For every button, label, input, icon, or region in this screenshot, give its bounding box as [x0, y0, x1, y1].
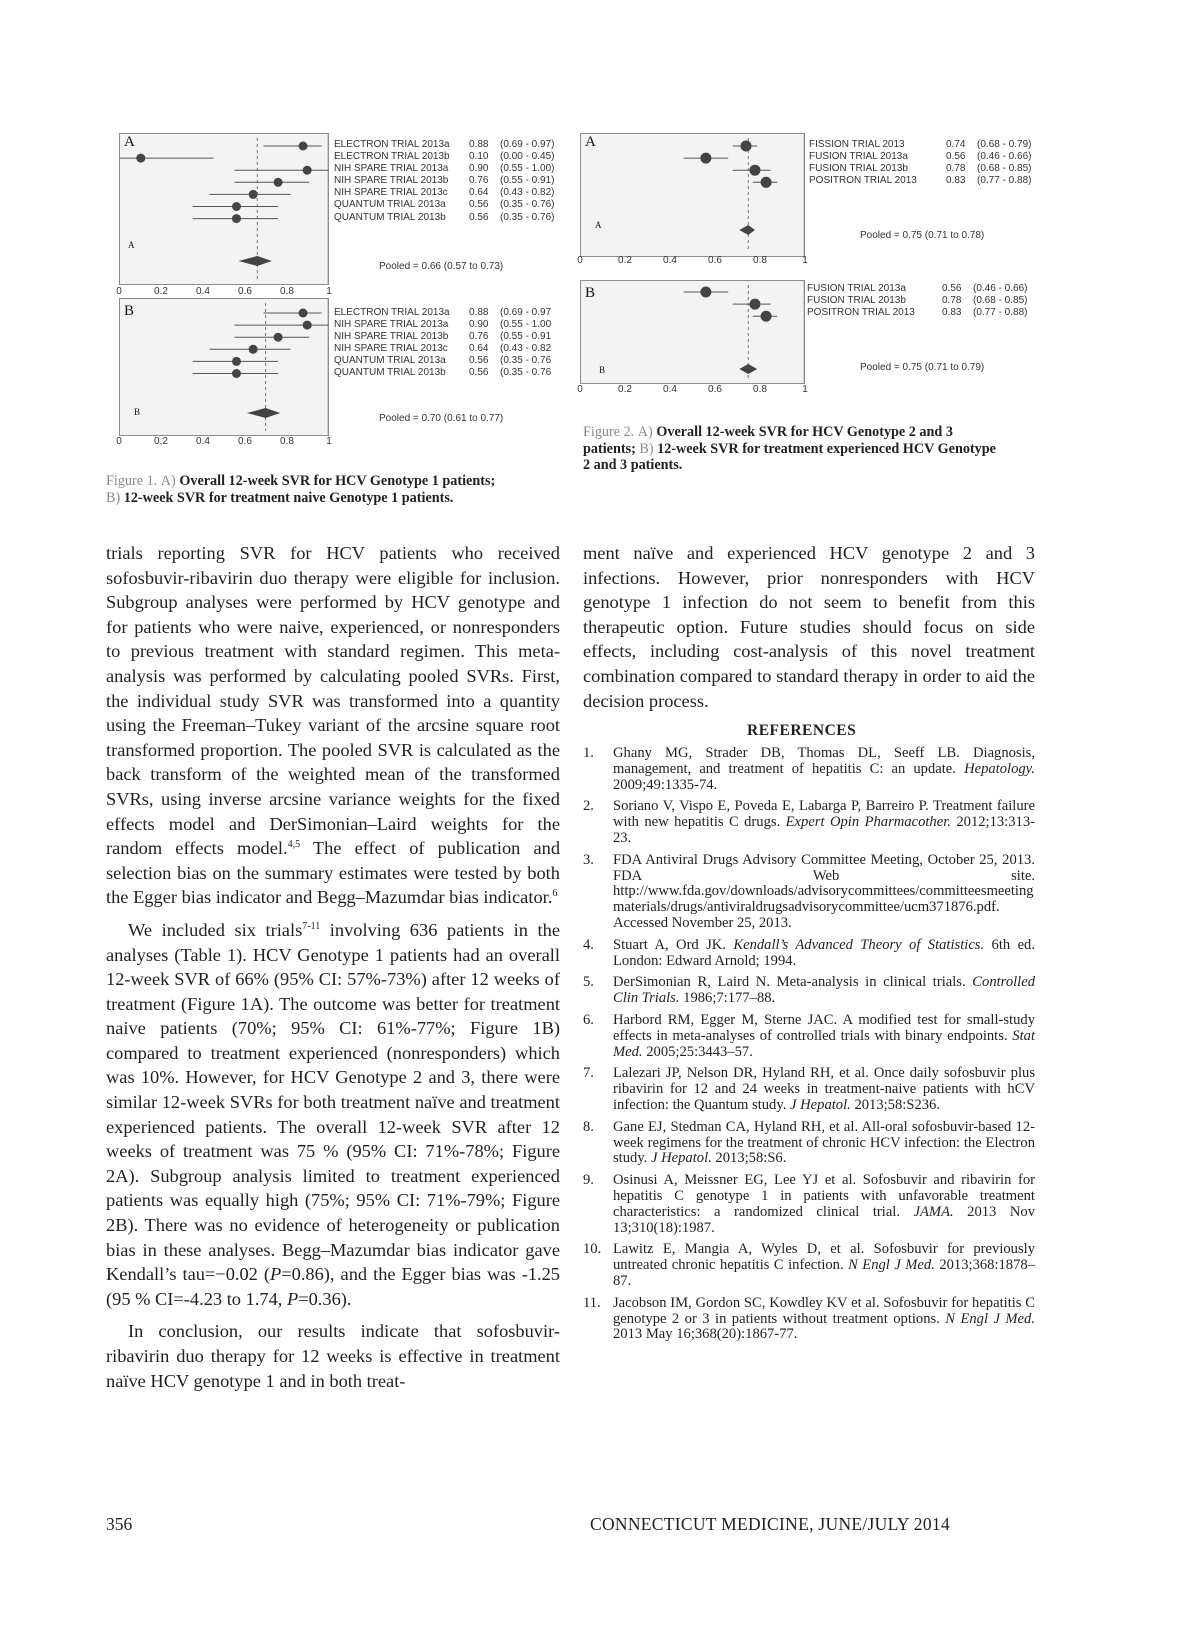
- study-ci: (0.55 - 0.91: [500, 331, 552, 343]
- study-estimate: 0.83: [942, 307, 962, 319]
- figure2a-plot: [581, 134, 804, 256]
- study-point: [761, 177, 772, 188]
- study-estimate: 0.56: [946, 151, 966, 163]
- citation: 7-11: [302, 920, 321, 932]
- axis-tick-label: 0.2: [154, 286, 168, 297]
- figure2-caption: [583, 424, 1003, 474]
- reference-text: [613, 1066, 1035, 1113]
- figure1a-plot: [120, 134, 328, 284]
- reference-text: [613, 799, 1035, 846]
- figure2-panel-a: [580, 133, 805, 257]
- axis-tick-label: 0.6: [708, 384, 722, 395]
- figure1b-study-list: [334, 307, 551, 380]
- study-estimate: 0.78: [946, 163, 966, 175]
- reference-citation: 1986;7:177–88.: [679, 990, 776, 1007]
- reference-body: FDA Antiviral Drugs Advisory Committee Meeting, October 25, 2013. FDA Web site. http://www.fda.gov/downloads/advisorycommittees/committeesmeetingmaterials/drugs/antiviraldrugsadvisorycommittee/ucm371876.pdf. Accessed November 25, 2013.: [613, 851, 1035, 931]
- reference-item: [583, 1173, 1035, 1236]
- study-ci: (0.43 - 0.82): [500, 187, 555, 199]
- reference-number: 8.: [583, 1118, 594, 1135]
- reference-body: Jacobson IM, Gordon SC, Kowdley KV et al. Sofosbuvir for hepatitis C genotype 2 or 3 in patients without treatment options.: [613, 1294, 1035, 1327]
- study-point: [232, 214, 241, 223]
- figure2b-study-list: [807, 283, 1027, 319]
- reference-text: [613, 1296, 1035, 1343]
- reference-citation: 2013 Nov 13;310(18):1987.: [613, 1203, 1035, 1236]
- caption-part-b-letter: B): [106, 489, 121, 506]
- axis-tick-label: 0.6: [708, 255, 722, 266]
- reference-body: Lalezari JP, Nelson DR, Hyland RH, et al. Once daily sofosbuvir plus ribavirin for 12 and 24 weeks in treatment-naive patients with hCV infection: the Quantum study.: [613, 1065, 1035, 1113]
- reference-item: [583, 1242, 1035, 1289]
- study-ci: (0.00 - 0.45): [500, 151, 555, 163]
- panel-label: B: [124, 303, 135, 319]
- study-row: [334, 212, 554, 224]
- reference-text: [613, 853, 1035, 932]
- study-row: [334, 139, 554, 151]
- reference-citation: 2009;49:1335-74.: [613, 776, 718, 793]
- axis-tick-label: 0: [116, 286, 122, 297]
- axis-tick-label: 0.4: [663, 384, 677, 395]
- paragraph-conclusion: In conclusion, our results indicate that sofosbuvir-ribavirin duo therapy for 12 weeks is effective in treatment naïve HCV genotype 1 and in both treat-: [106, 1321, 560, 1391]
- study-estimate: 0.90: [469, 163, 489, 175]
- axis-tick-label: 0.6: [238, 286, 252, 297]
- study-row: [807, 295, 1027, 307]
- reference-item: [583, 1120, 1035, 1167]
- pooled-diamond: [247, 408, 280, 418]
- study-estimate: 0.74: [946, 139, 966, 150]
- reference-number: 4.: [583, 936, 594, 953]
- figure1-panel-a: [119, 133, 329, 285]
- study-row: [334, 343, 551, 355]
- study-ci: (0.55 - 1.00): [500, 163, 555, 175]
- reference-citation: 2005;25:3443–57.: [642, 1043, 753, 1060]
- axis-tick-label: 0.8: [753, 255, 767, 266]
- study-name: ELECTRON TRIAL 2013a: [334, 307, 450, 318]
- study-point: [761, 311, 772, 322]
- reference-body: Lawitz E, Mangia A, Wyles D, et al. Sofosbuvir for previously untreated chronic hepatitis C infection.: [613, 1241, 1035, 1274]
- study-ci: (0.35 - 0.76: [500, 367, 552, 379]
- caption-part-a-letter: A): [160, 473, 176, 489]
- study-name: QUANTUM TRIAL 2013b: [334, 211, 446, 223]
- study-point: [303, 166, 312, 175]
- reference-journal: JAMA.: [913, 1203, 954, 1220]
- reference-citation: 2013;58:S236.: [850, 1096, 940, 1113]
- study-estimate: 0.56: [469, 367, 489, 379]
- study-point: [249, 345, 258, 354]
- italic-p: P: [270, 1264, 282, 1285]
- figure1b-pooled: Pooled = 0.70 (0.61 to 0.77): [379, 413, 504, 424]
- right-column-text: [583, 541, 1035, 721]
- axis-tick-label: 0.8: [280, 436, 294, 447]
- study-ci: (0.69 - 0.97: [500, 307, 552, 318]
- panel-inner-label: A: [128, 240, 135, 250]
- caption-part-a: Overall 12-week SVR for HCV Genotype 1 patients;: [179, 473, 496, 489]
- study-estimate: 0.56: [469, 199, 489, 211]
- study-name: FUSION TRIAL 2013b: [809, 163, 908, 175]
- caption-part-b: 12-week SVR for treatment experienced HCV Genotype 2 and 3 patients.: [583, 440, 996, 473]
- caption-part-a-letter: A): [637, 424, 653, 440]
- panel-label: A: [124, 134, 135, 150]
- study-point: [232, 369, 241, 378]
- study-ci: (0.77 - 0.88): [973, 307, 1028, 319]
- study-estimate: 0.76: [469, 331, 489, 343]
- figure1b-plot: [120, 299, 328, 435]
- study-point: [700, 287, 711, 298]
- panel-label: A: [585, 134, 596, 150]
- study-row: [334, 331, 551, 343]
- reference-text: [613, 975, 1035, 1007]
- study-ci: (0.43 - 0.82: [500, 343, 552, 355]
- study-name: QUANTUM TRIAL 2013b: [334, 367, 446, 379]
- study-name: FUSION TRIAL 2013a: [809, 151, 908, 163]
- study-row: [334, 151, 554, 163]
- study-row: [334, 307, 551, 319]
- reference-journal: J Hepatol.: [790, 1096, 851, 1113]
- paragraph-methods: [106, 541, 560, 910]
- text: =0.86), and the Egger bias was -1.25 (95 % CI=-4.23 to 1.74,: [106, 1264, 561, 1309]
- reference-journal: Controlled Clin Trials.: [613, 974, 1035, 1007]
- study-name: NIH SPARE TRIAL 2013a: [334, 319, 449, 331]
- figure2b-x-axis: [577, 384, 808, 398]
- axis-tick-label: 0.4: [196, 436, 210, 447]
- study-name: NIH SPARE TRIAL 2013b: [334, 175, 449, 187]
- study-row: [809, 151, 1031, 163]
- study-ci: (0.77 - 0.88): [977, 175, 1032, 187]
- axis-tick-label: 0.2: [154, 436, 168, 447]
- reference-journal: Hepatology.: [964, 760, 1035, 777]
- study-point: [232, 202, 241, 211]
- reference-citation: 6th ed. London: Edward Arnold; 1994.: [613, 936, 1035, 969]
- study-estimate: 0.76: [469, 175, 489, 187]
- journal-footer: CONNECTICUT MEDICINE, JUNE/JULY 2014: [590, 1514, 951, 1534]
- study-row: [334, 367, 551, 379]
- study-row: [334, 199, 554, 211]
- study-row: [334, 175, 554, 187]
- figure2a-study-list: [809, 139, 1031, 187]
- study-ci: (0.55 - 0.91): [500, 175, 555, 187]
- reference-citation: 2013;58:S6.: [711, 1150, 787, 1167]
- axis-tick-label: 1: [802, 255, 808, 266]
- study-name: FUSION TRIAL 2013a: [807, 283, 906, 294]
- axis-tick-label: 1: [326, 436, 332, 447]
- reference-citation: 2012;13:313-23.: [613, 814, 1035, 846]
- reference-number: 10.: [583, 1241, 602, 1258]
- study-name: POSITRON TRIAL 2013: [807, 307, 915, 319]
- study-ci: (0.68 - 0.79): [977, 139, 1032, 150]
- figure1-panel-b: [119, 298, 329, 436]
- reference-journal: N Engl J Med.: [848, 1257, 935, 1274]
- reference-journal: Expert Opin Pharmacother.: [785, 814, 951, 831]
- citation: 4,5: [287, 839, 301, 850]
- study-estimate: 0.56: [469, 211, 489, 223]
- study-name: POSITRON TRIAL 2013: [809, 175, 917, 187]
- study-row: [809, 139, 1031, 151]
- study-row: [334, 187, 554, 199]
- reference-item: [583, 938, 1035, 970]
- study-ci: (0.68 - 0.85): [977, 163, 1032, 175]
- reference-number: 9.: [583, 1172, 594, 1189]
- study-estimate: 0.88: [469, 307, 489, 318]
- reference-citation: 2013 May 16;368(20):1867-77.: [613, 1326, 798, 1343]
- study-name: FUSION TRIAL 2013b: [807, 295, 906, 307]
- study-row: [334, 319, 551, 331]
- paragraph-results: [106, 918, 560, 1312]
- reference-item: [583, 1066, 1035, 1113]
- paragraph-conclusion-cont: ment naïve and experienced HCV genotype 2 and 3 infections. However, prior nonresponders with HCV genotype 1 infection do not seem to benefit from this therapeutic option. Future studies should focus on side effects, including cost-analysis of this novel treatment combination compared to standard therapy in order to aid the decision process.: [583, 543, 1035, 711]
- pooled-diamond: [739, 225, 755, 235]
- figure2b-plot: [581, 281, 804, 383]
- study-point: [749, 165, 760, 176]
- references-list: [583, 746, 1035, 1349]
- reference-journal: J Hepatol.: [650, 1150, 712, 1167]
- reference-number: 6.: [583, 1011, 594, 1028]
- text: The effect of publication and selection bias on the summary estimates were tested by both the Egger bias indicator and Begg–Mazumdar bias indicator.: [106, 838, 561, 908]
- axis-tick-label: 1: [802, 384, 808, 395]
- axis-tick-label: 0.4: [196, 286, 210, 297]
- study-estimate: 0.56: [942, 283, 962, 294]
- axis-tick-label: 0.4: [663, 255, 677, 266]
- reference-journal: N Engl J Med.: [945, 1310, 1035, 1327]
- study-estimate: 0.88: [469, 139, 489, 150]
- study-row: [807, 283, 1027, 295]
- study-estimate: 0.56: [469, 355, 489, 367]
- study-name: NIH SPARE TRIAL 2013c: [334, 187, 448, 199]
- study-estimate: 0.83: [946, 175, 966, 187]
- citation: 6: [552, 888, 558, 900]
- left-column: [106, 541, 560, 1401]
- figure2a-pooled: Pooled = 0.75 (0.71 to 0.78): [860, 230, 985, 241]
- study-ci: (0.69 - 0.97): [500, 139, 555, 150]
- study-ci: (0.35 - 0.76): [500, 211, 555, 223]
- study-point: [136, 154, 145, 163]
- study-ci: (0.68 - 0.85): [973, 295, 1028, 307]
- pooled-diamond: [239, 256, 272, 266]
- reference-number: 2.: [583, 798, 594, 815]
- italic-p: P: [286, 1288, 299, 1309]
- text: We included six trials: [128, 919, 303, 940]
- study-point: [299, 142, 308, 151]
- reference-number: 5.: [583, 974, 594, 991]
- study-estimate: 0.64: [469, 343, 489, 355]
- figure2a-x-axis: [577, 255, 808, 269]
- figure1-caption: [106, 473, 576, 506]
- study-estimate: 0.78: [942, 295, 962, 307]
- study-row: [809, 163, 1031, 175]
- study-estimate: 0.90: [469, 319, 489, 331]
- reference-text: [613, 746, 1035, 793]
- reference-text: [613, 1173, 1035, 1236]
- references-heading: REFERENCES: [747, 722, 857, 739]
- reference-item: [583, 1296, 1035, 1343]
- study-row: [809, 175, 1031, 187]
- study-point: [274, 178, 283, 187]
- reference-text: [613, 1013, 1035, 1060]
- reference-item: [583, 975, 1035, 1007]
- text: trials reporting SVR for HCV patients who received sofosbuvir-ribavirin duo therapy were eligible for inclusion. Subgroup analyses were performed by HCV genotype and for patients who were naive, experienced, or nonresponders to previous treatment with standard regimen. This meta-analysis was performed by calculating pooled SVRs. First, the individual study SVR was transformed into a quantity using the Freeman–Tukey variant of the arcsine square root transformed proportion. The pooled SVR is calculated as the back transform of the weighted mean of the transformed SVRs, using inverse arcsine variance weights for the fixed effects model and DerSimonian–Laird weights for the random effects model.: [106, 543, 560, 859]
- study-point: [303, 321, 312, 330]
- study-row: [807, 307, 1027, 319]
- reference-body: Osinusi A, Meissner EG, Lee YJ et al. Sofosbuvir and ribavirin for hepatitis C genotype 1 in patients with unfavorable treatment characteristics: a randomized clinical trial.: [613, 1172, 1035, 1220]
- reference-body: Stuart A, Ord JK.: [613, 936, 734, 953]
- study-ci: (0.46 - 0.66): [977, 151, 1032, 163]
- reference-journal: Stat Med.: [613, 1027, 1035, 1060]
- text: involving 636 patients in the analyses (Table 1). HCV Genotype 1 patients had an overall 12-week SVR of 66% (95% CI: 57%-73%) after 12 weeks of treatment (Figure 1A). The outcome was better for treatment naive patients (70%; 95% CI: 61%-77%; Figure 1B) compared to treatment experienced (nonresponders) which was 10%. However, for HCV Genotype 2 and 3, there were similar 12-week SVRs for both treatment naïve and treatment experienced patients. The overall 12-week SVR after 12 weeks of treatment was 75 % (95% CI: 71%-78%; Figure 2A). Subgroup analysis limited to treatment experienced patients was equally high (75%; 95% CI: 71%-79%; Figure 2B). There was no evidence of heterogeneity or publication bias in these analyses. Begg–Mazumdar bias indicator gave Kendall’s tau=−0.02 (: [106, 919, 560, 1285]
- figure1a-pooled: Pooled = 0.66 (0.57 to 0.73): [379, 261, 504, 272]
- axis-tick-label: 0.2: [618, 255, 632, 266]
- study-point: [274, 333, 283, 342]
- axis-tick-label: 0.8: [753, 384, 767, 395]
- figure-label: Figure 1.: [106, 473, 158, 489]
- study-point: [741, 141, 752, 152]
- study-point: [299, 309, 308, 318]
- study-name: QUANTUM TRIAL 2013a: [334, 355, 446, 367]
- figure2-panel-b: [580, 280, 805, 384]
- study-ci: (0.35 - 0.76: [500, 355, 552, 367]
- reference-number: 1.: [583, 745, 594, 761]
- reference-item: [583, 746, 1035, 793]
- axis-tick-label: 0: [116, 436, 122, 447]
- figure1b-x-axis: [116, 436, 332, 450]
- caption-part-b-letter: B): [639, 440, 654, 457]
- study-row: [334, 355, 551, 367]
- study-name: ELECTRON TRIAL 2013a: [334, 139, 450, 150]
- panel-label: B: [585, 285, 596, 301]
- reference-body: Harbord RM, Egger M, Sterne JAC. A modified test for small-study effects in meta-analyses of controlled trials with binary endpoints.: [613, 1011, 1035, 1044]
- reference-body: DerSimonian R, Laird N. Meta-analysis in clinical trials.: [613, 974, 973, 991]
- study-name: FISSION TRIAL 2013: [809, 139, 905, 150]
- figure-label: Figure 2.: [583, 424, 635, 440]
- reference-text: [613, 1120, 1035, 1167]
- study-row: [334, 163, 554, 175]
- study-estimate: 0.64: [469, 187, 489, 199]
- reference-number: 3.: [583, 851, 594, 868]
- axis-tick-label: 0.6: [238, 436, 252, 447]
- caption-part-b: 12-week SVR for treatment naive Genotype 1 patients.: [123, 489, 454, 506]
- study-point: [749, 299, 760, 310]
- panel-inner-label: B: [134, 407, 141, 417]
- study-name: NIH SPARE TRIAL 2013c: [334, 343, 448, 355]
- study-name: QUANTUM TRIAL 2013a: [334, 199, 446, 211]
- reference-item: [583, 853, 1035, 932]
- study-ci: (0.35 - 0.76): [500, 199, 555, 211]
- reference-number: 7.: [583, 1065, 594, 1082]
- panel-inner-label: A: [595, 220, 602, 230]
- axis-tick-label: 0.8: [280, 286, 294, 297]
- figure2b-pooled: Pooled = 0.75 (0.71 to 0.79): [860, 362, 985, 373]
- reference-body: Gane EJ, Stedman CA, Hyland RH, et al. All-oral sofosbuvir-based 12-week regimens for the treatment of chronic HCV infection: the Electron study.: [613, 1118, 1035, 1167]
- study-ci: (0.46 - 0.66): [973, 283, 1028, 294]
- axis-tick-label: 0: [577, 384, 583, 395]
- reference-text: [613, 1242, 1035, 1289]
- axis-tick-label: 1: [326, 286, 332, 297]
- study-name: ELECTRON TRIAL 2013b: [334, 151, 450, 163]
- axis-tick-label: 0: [577, 255, 583, 266]
- study-name: NIH SPARE TRIAL 2013a: [334, 163, 449, 175]
- reference-body: Soriano V, Vispo E, Poveda E, Labarga P, Barreiro P. Treatment failure with new hepatitis C drugs.: [613, 798, 1035, 831]
- reference-text: [613, 938, 1035, 970]
- study-point: [249, 190, 258, 199]
- study-point: [700, 153, 711, 164]
- reference-number: 11.: [583, 1294, 601, 1311]
- study-ci: (0.55 - 1.00: [500, 319, 552, 331]
- figure1a-study-list: [334, 139, 554, 224]
- text: =0.36).: [298, 1288, 352, 1309]
- pooled-diamond: [739, 364, 757, 374]
- reference-citation: 2013;368:1878–87.: [613, 1257, 1035, 1289]
- reference-item: [583, 1013, 1035, 1060]
- page-number: 356: [106, 1514, 133, 1534]
- study-name: NIH SPARE TRIAL 2013b: [334, 331, 449, 343]
- reference-item: [583, 799, 1035, 846]
- reference-journal: Kendall’s Advanced Theory of Statistics.: [733, 936, 985, 953]
- study-point: [232, 357, 241, 366]
- axis-tick-label: 0.2: [618, 384, 632, 395]
- panel-inner-label: B: [599, 365, 606, 375]
- caption-part-a: Overall 12-week SVR for HCV Genotype 2 and 3 patients;: [583, 424, 953, 457]
- reference-body: Ghany MG, Strader DB, Thomas DL, Seeff LB. Diagnosis, management, and treatment of hepatitis C: an update.: [613, 745, 1035, 777]
- study-estimate: 0.10: [469, 151, 489, 163]
